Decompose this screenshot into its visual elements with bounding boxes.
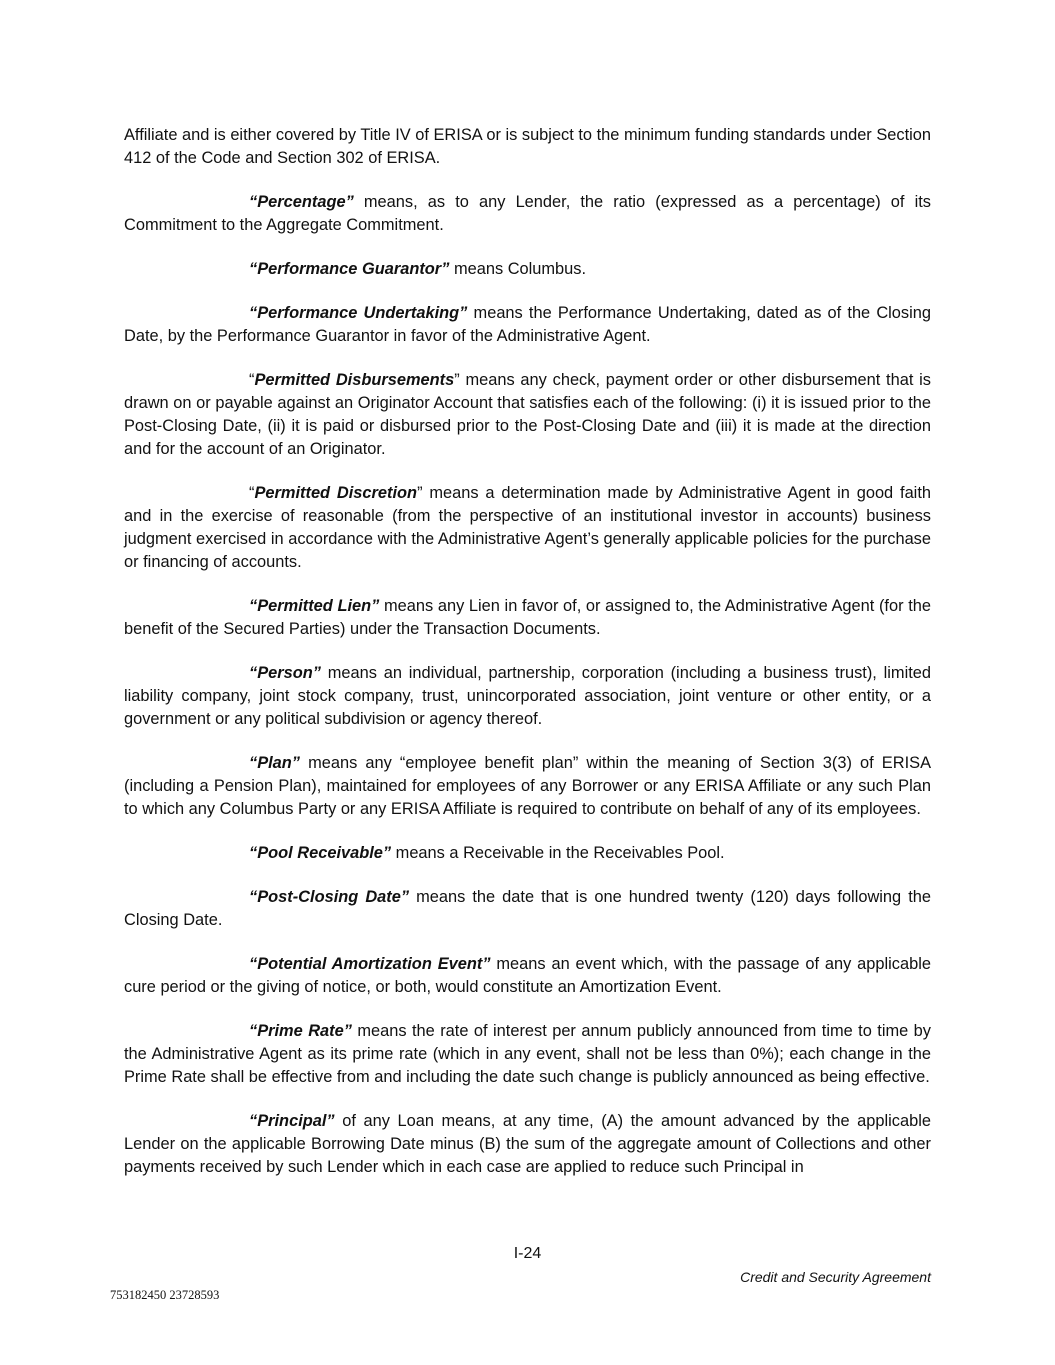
term-permitted-disbursements: Permitted Disbursements [254, 371, 455, 389]
definition-permitted-discretion: “Permitted Discretion” means a determination made by Administrative Agent in good faith and in the exercise of reasonable (from the perspective of an institutional investor in accounts) business judgment exercised in accordance with the Administrative Agent’s generally applicable policies for the purchase or financing of accounts. [124, 484, 931, 571]
paragraph-erisa-continuation: Affiliate and is either covered by Title IV of ERISA or is subject to the minimum funding standards under Section 412 of the Code and Section 302 of ERISA. [124, 126, 931, 167]
term-permitted-discretion: Permitted Discretion [254, 484, 418, 502]
definition-person: “Person” means an individual, partnership, corporation (including a business trust), limited liability company, joint stock company, trust, unincorporated association, joint venture or other entity, or a government or any political subdivision or agency thereof. [124, 664, 931, 728]
definition-performance-undertaking: “Performance Undertaking” means the Performance Undertaking, dated as of the Closing Date, by the Performance Guarantor in favor of the Administrative Agent. [124, 304, 931, 345]
term-performance-undertaking: “Performance Undertaking” [249, 304, 468, 322]
term-percentage: “Percentage” [249, 193, 354, 211]
definition-potential-amortization-event: “Potential Amortization Event” means an event which, with the passage of any applicable cure period or the giving of notice, or both, would constitute an Amortization Event. [124, 955, 931, 996]
term-plan: “Plan” [249, 754, 301, 772]
definition-permitted-disbursements: “Permitted Disbursements” means any check, payment order or other disbursement that is drawn on or payable against an Originator Account that satisfies each of the following: (i) it is issued prior to the Post-Closing Date, (ii) it is paid or disbursed prior to the Post-Closing Date and (iii) it is made at the direction and for the account of an Originator. [124, 371, 931, 458]
term-post-closing-date: “Post-Closing Date” [249, 888, 410, 906]
definition-post-closing-date: “Post-Closing Date” means the date that is one hundred twenty (120) days following the Closing Date. [124, 888, 931, 929]
definition-performance-guarantor: “Performance Guarantor” means Columbus. [249, 260, 587, 278]
term-performance-guarantor: “Performance Guarantor” [249, 260, 450, 278]
definition-principal: “Principal” of any Loan means, at any time, (A) the amount advanced by the applicable Lender on the applicable Borrowing Date minus (B) the sum of the aggregate amount of Collections and other payments received by such Lender which in each case are applied to reduce such Principal in [124, 1112, 931, 1176]
term-potential-amortization-event: “Potential Amortization Event” [249, 955, 491, 973]
definition-pool-receivable: “Pool Receivable” means a Receivable in the Receivables Pool. [249, 844, 725, 862]
definition-permitted-lien: “Permitted Lien” means any Lien in favor of, or assigned to, the Administrative Agent (for the benefit of the Secured Parties) under the Transaction Documents. [124, 597, 931, 638]
term-person: “Person” [249, 664, 321, 682]
definition-plan: “Plan” means any “employee benefit plan” within the meaning of Section 3(3) of ERISA (including a Pension Plan), maintained for employees of any Borrower or any ERISA Affiliate or any such Plan to which any Columbus Party or any ERISA Affiliate is required to contribute on behalf of any of its employees. [124, 754, 931, 818]
footer-document-id: 753182450 23728593 [110, 1288, 220, 1302]
term-prime-rate: “Prime Rate” [249, 1022, 352, 1040]
footer-document-title: Credit and Security Agreement [740, 1269, 931, 1285]
document-body [124, 124, 931, 1200]
term-permitted-lien: “Permitted Lien” [249, 597, 380, 615]
page-number: I-24 [513, 1245, 542, 1262]
term-pool-receivable: “Pool Receivable” [249, 844, 392, 862]
definition-prime-rate: “Prime Rate” means the rate of interest per annum publicly announced from time to time by the Administrative Agent as its prime rate (which in any event, shall not be less than 0%); each change in the Prime Rate shall be effective from and including the date such change is publicly announced as being effective. [124, 1022, 931, 1086]
term-principal: “Principal” [249, 1112, 335, 1130]
definition-percentage: “Percentage” means, as to any Lender, the ratio (expressed as a percentage) of its Commitment to the Aggregate Commitment. [124, 193, 931, 234]
